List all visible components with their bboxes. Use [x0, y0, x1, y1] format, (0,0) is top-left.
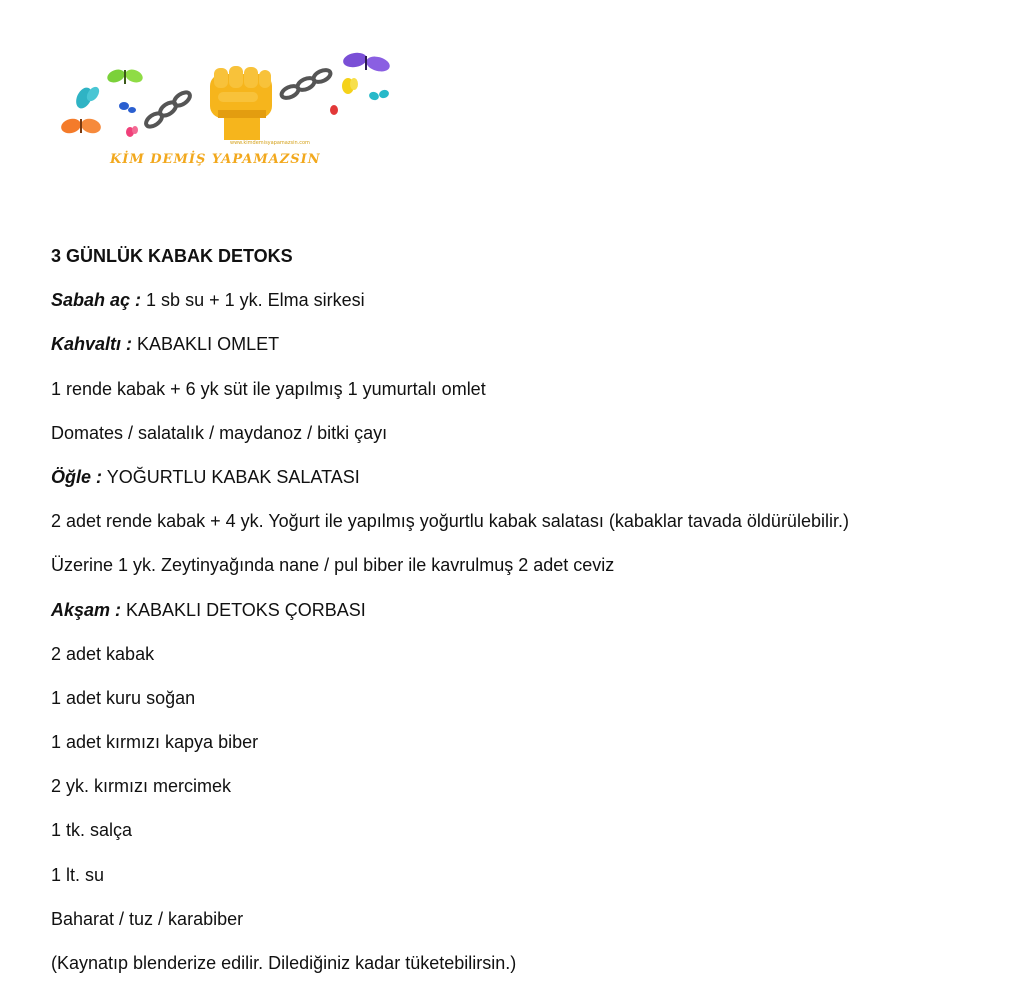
breakfast-item: 1 rende kabak + 6 yk süt ile yapılmış 1 yumurtalı omlet — [51, 378, 486, 399]
document-body — [51, 234, 991, 985]
dinner-item: 1 adet kırmızı kapya biber — [51, 732, 259, 753]
lunch-line — [51, 455, 991, 499]
logo-slogan: KİM DEMİŞ YAPAMAZSIN — [110, 152, 321, 167]
logo — [58, 48, 398, 178]
dinner-line — [51, 588, 991, 632]
lunch-label: Öğle : — [51, 466, 103, 487]
butterfly-orange-icon — [60, 117, 103, 136]
butterfly-cyan-icon — [368, 89, 390, 102]
chain-left-icon — [144, 90, 192, 130]
chain-right-icon — [280, 68, 333, 101]
butterfly-purple-icon — [342, 51, 391, 74]
morning-label: Sabah aç : — [51, 290, 142, 311]
butterfly-blue-icon — [119, 102, 136, 113]
lunch-item: Üzerine 1 yk. Zeytinyağında nane / pul biber ile kavrulmuş 2 adet ceviz — [51, 555, 615, 576]
breakfast-label: Kahvaltı : — [51, 334, 133, 355]
dinner-item: 1 tk. salça — [51, 820, 133, 841]
butterfly-yellow-icon — [342, 78, 358, 94]
lunch-item: 2 adet rende kabak + 4 yk. Yoğurt ile yapılmış yoğurtlu kabak salatası (kabaklar tavada öldürülebilir.) — [51, 511, 849, 532]
lunch-title: YOĞURTLU KABAK SALATASI — [102, 466, 360, 487]
dinner-title: KABAKLI DETOKS ÇORBASI — [121, 599, 366, 620]
butterfly-teal-icon — [73, 85, 102, 111]
morning-line — [51, 278, 991, 322]
dinner-item: 2 yk. kırmızı mercimek — [51, 776, 232, 797]
dinner-item: 1 lt. su — [51, 864, 105, 885]
butterfly-pink-icon — [126, 126, 138, 137]
logo-url: www.kimdemisyapamazsin.com — [230, 140, 310, 146]
morning-text: 1 sb su + 1 yk. Elma sirkesi — [141, 290, 365, 311]
butterfly-red-icon — [330, 105, 338, 115]
dinner-item: 1 adet kuru soğan — [51, 687, 196, 708]
breakfast-item: Domates / salatalık / maydanoz / bitki çayı — [51, 422, 388, 443]
dinner-item: Baharat / tuz / karabiber — [51, 908, 244, 929]
butterfly-green-icon — [105, 67, 144, 84]
dinner-item: 2 adet kabak — [51, 643, 155, 664]
raised-fist-icon — [210, 66, 272, 140]
breakfast-title: KABAKLI OMLET — [132, 334, 280, 355]
dinner-item: (Kaynatıp blenderize edilir. Dilediğiniz kadar tüketebilirsin.) — [51, 953, 517, 973]
dinner-label: Akşam : — [51, 599, 122, 620]
page-title: 3 GÜNLÜK KABAK DETOKS — [51, 246, 293, 266]
breakfast-line — [51, 322, 991, 366]
